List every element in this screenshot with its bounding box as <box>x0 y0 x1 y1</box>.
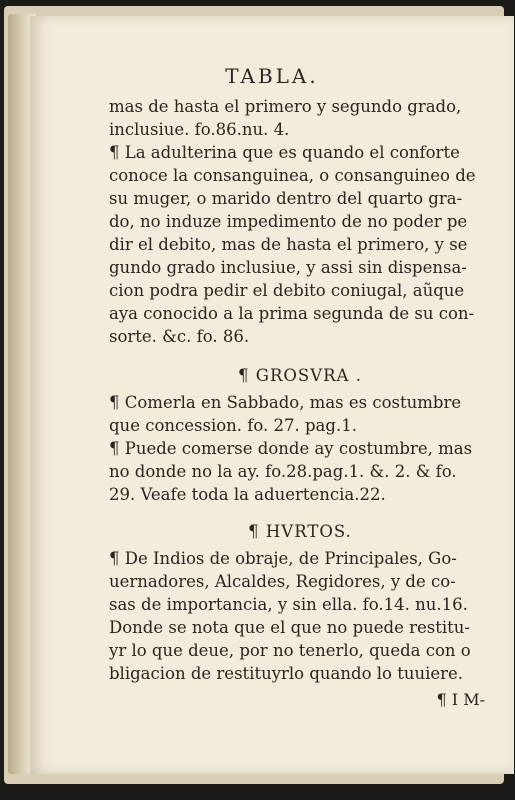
text-line: ¶ De Indios de obraje, de Principales, Go- <box>109 549 457 568</box>
text-line: ¶ Puede comerse donde ay costumbre, mas <box>109 439 473 458</box>
text-line: sas de importancia, y sin ella. fo.14. nu.16. <box>109 595 468 614</box>
text-line: gundo grado inclusiue, y assi sin dispensa- <box>109 258 467 277</box>
text-line: ¶ La adulterina que es quando el conforte <box>109 143 460 162</box>
text-line: do, no induze impedimento de no poder pe <box>109 212 468 231</box>
text-line: cion podra pedir el debito coniugal, aũque <box>109 281 465 300</box>
text-line: bligacion de restituyrlo quando lo tuuiere. <box>109 664 464 683</box>
section-grosura <box>109 364 491 506</box>
text-line: su muger, o marido dentro del quarto gra- <box>109 189 463 208</box>
section-heading: ¶ HVRTOS. <box>248 522 352 541</box>
text-line: que concession. fo. 27. pag.1. <box>109 416 357 435</box>
text-line: uernadores, Alcaldes, Regidores, y de co- <box>109 572 456 591</box>
text-line: yr lo que deue, por no tenerlo, queda con o <box>109 641 471 660</box>
text-line: Donde se nota que el que no puede restitu- <box>109 618 470 637</box>
text-line: no donde no la ay. fo.28.pag.1. &. 2. & fo. <box>109 462 457 481</box>
text-line: ¶ Comerla en Sabbado, mas es costumbre <box>109 393 462 412</box>
running-head: TABLA. <box>225 64 319 88</box>
text-line: dir el debito, mas de hasta el primero, y se <box>109 235 468 254</box>
section-hurtos <box>109 520 491 685</box>
text-line: conoce la consanguinea, o consanguineo de <box>109 166 476 185</box>
text-line: 29. Veafe toda la aduertencia.22. <box>109 485 386 504</box>
text-line: inclusiue. fo.86.nu. 4. <box>109 120 290 139</box>
text-line: mas de hasta el primero y segundo grado, <box>109 97 462 116</box>
section-heading: ¶ GROSVRA . <box>238 366 362 385</box>
catchword: ¶ I M- <box>436 690 485 709</box>
entry-continuation <box>109 95 491 348</box>
text-line: sorte. &c. fo. 86. <box>109 327 250 346</box>
text-line: aya conocido a la prima segunda de su con- <box>109 304 475 323</box>
